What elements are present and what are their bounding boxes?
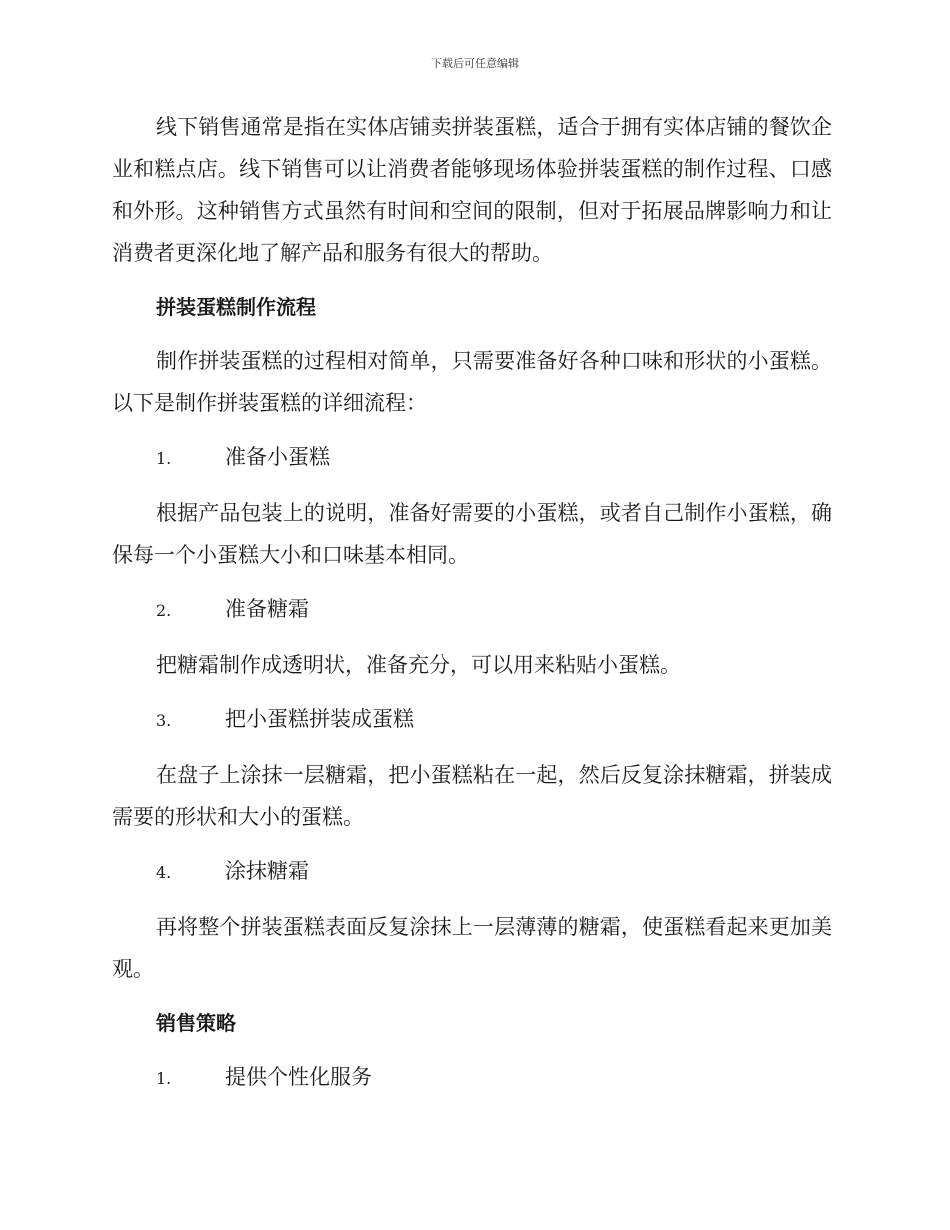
- step-description: 把糖霜制作成透明状，准备充分，可以用来粘贴小蛋糕。: [156, 653, 681, 677]
- strategy-item: [112, 1056, 832, 1100]
- step-number: 3.: [156, 711, 172, 730]
- step-title: 把小蛋糕拼装成蛋糕: [225, 707, 414, 731]
- step-title: 准备小蛋糕: [225, 445, 330, 469]
- step-number: 4.: [156, 863, 172, 882]
- step-item: [112, 436, 832, 480]
- step-item: [112, 698, 832, 742]
- step-title: 涂抹糖霜: [225, 859, 309, 883]
- step-description: 再将整个拼装蛋糕表面反复涂抹上一层薄薄的糖霜，使蛋糕看起来更加美观。: [112, 915, 832, 981]
- document-content: [112, 106, 832, 1112]
- strategy-title: 提供个性化服务: [225, 1065, 372, 1089]
- step-number: 2.: [156, 601, 172, 620]
- paragraph-offline-sales: 线下销售通常是指在实体店铺卖拼装蛋糕，适合于拥有实体店铺的餐饮企业和糕点店。线下销售可以让消费者能够现场体验拼装蛋糕的制作过程、口感和外形。这种销售方式虽然有时间和空间的限制，但对于拓展品牌影响力和让消费者更深化地了解产品和服务有很大的帮助。: [112, 115, 832, 265]
- step-description: 在盘子上涂抹一层糖霜，把小蛋糕粘在一起，然后反复涂抹糖霜，拼装成需要的形状和大小的蛋糕。: [112, 763, 832, 829]
- step-description: 根据产品包装上的说明，准备好需要的小蛋糕，或者自己制作小蛋糕，确保每一个小蛋糕大小和口味基本相同。: [112, 501, 832, 567]
- step-number: 1.: [156, 449, 172, 468]
- step-item: [112, 588, 832, 632]
- strategy-number: 1.: [156, 1069, 172, 1088]
- heading-production-process: 拼装蛋糕制作流程: [156, 295, 316, 319]
- step-item: [112, 850, 832, 894]
- paragraph-process-intro: 制作拼装蛋糕的过程相对简单，只需要准备好各种口味和形状的小蛋糕。以下是制作拼装蛋糕的详细流程：: [112, 349, 832, 415]
- header-note: 下载后可任意编辑: [431, 57, 519, 70]
- step-title: 准备糖霜: [225, 597, 309, 621]
- heading-sales-strategy: 销售策略: [156, 1011, 236, 1035]
